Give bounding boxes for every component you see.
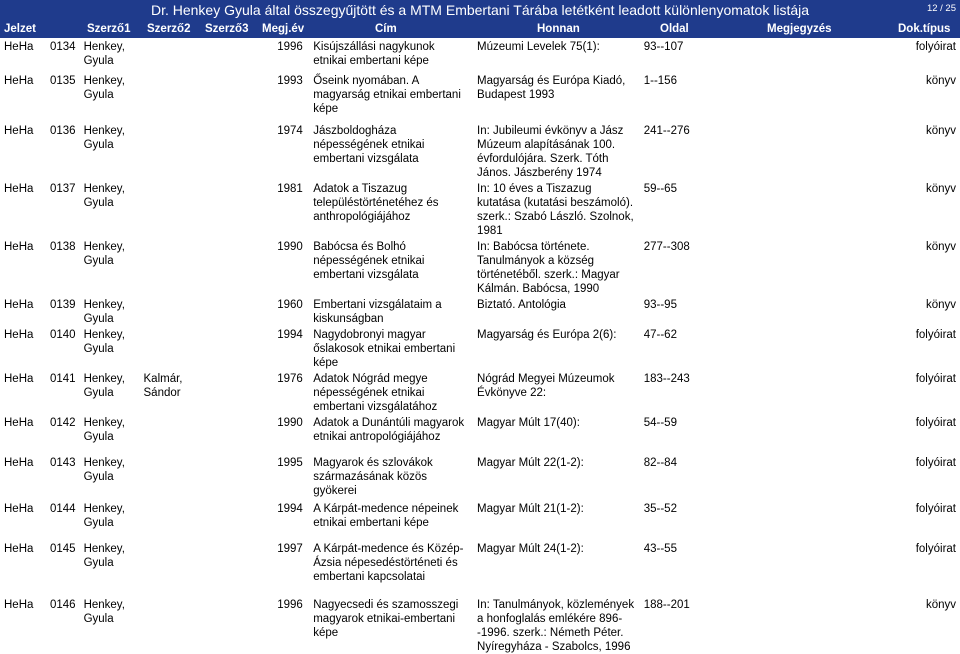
row-source: In: 10 éves a Tiszazug kutatása (kutatási beszámoló). szerk.: Szabó László. Szolnok, 1981 [477,183,634,237]
row-jelzet: HeHa [4,457,34,469]
row-source: Magyar Múlt 17(40): [477,417,580,429]
row-id: 0141 [49,373,76,385]
row-jelzet: HeHa [4,599,34,611]
row-id: 0137 [49,183,76,195]
row-year: 1996 [277,41,303,53]
col-header-pages: Oldal [660,23,689,35]
row-source: Magyarság és Európa 2(6): [477,329,617,341]
col-header-source: Honnan [537,23,580,35]
row-jelzet: HeHa [4,299,34,311]
row-id: 0138 [49,241,76,253]
row-id: 0143 [49,457,76,469]
row-year: 1981 [277,183,303,195]
page-number: 12 / 25 [926,3,956,14]
row-type: folyóirat [915,503,956,515]
row-note [735,326,885,370]
col-header-szerzo2: Szerző2 [147,23,191,35]
row-jelzet: HeHa [4,543,34,555]
row-pages: 35--52 [643,503,677,515]
row-author1: Henkey, Gyula [83,183,125,209]
row-title: Magyarok és szlovákok származásának közös gyökerei [313,457,433,497]
row-type: könyv [925,599,956,611]
row-year: 1996 [277,599,303,611]
row-year: 1993 [277,75,303,87]
row-note [735,454,885,500]
row-author3 [197,414,273,454]
table-row [0,414,960,454]
row-author1: Henkey, Gyula [83,417,125,443]
row-id: 0134 [49,41,76,53]
table-row [0,326,960,370]
col-header-note: Megjegyzés [767,23,832,35]
row-source: In: Babócsa története. Tanulmányok a község történetéből. szerk.: Magyar Kálmán. Babócsa, 1990 [477,241,620,295]
row-author2 [140,238,198,296]
row-type: folyóirat [915,457,956,469]
row-type: könyv [925,75,956,87]
row-id: 0139 [49,299,76,311]
col-header-type: Dok.típus [898,23,951,35]
row-note [735,414,885,454]
row-note [735,180,885,238]
row-title: Nagydobronyi magyar őslakosok etnikai embertani képe [313,329,456,369]
table-row [0,238,960,296]
table-row [0,500,960,540]
table-row [0,370,960,414]
row-jelzet: HeHa [4,373,34,385]
row-author1: Henkey, Gyula [83,599,125,625]
row-source: Múzeumi Levelek 75(1): [477,41,600,53]
row-id: 0140 [49,329,76,341]
row-type: könyv [925,241,956,253]
table-row [0,72,960,122]
row-author1: Henkey, Gyula [83,241,125,267]
row-note [735,296,885,326]
row-author2 [140,596,198,654]
row-source: Magyar Múlt 21(1-2): [477,503,584,515]
row-type: folyóirat [915,417,956,429]
row-type: könyv [925,183,956,195]
row-year: 1974 [277,125,303,137]
col-header-jelzet: Jelzet [4,23,36,35]
col-header-year: Megj.év [262,23,305,35]
row-title: Nagyecsedi és szamosszegi magyarok etnikai-embertani képe [313,599,459,639]
row-pages: 54--59 [643,417,677,429]
row-jelzet: HeHa [4,125,34,137]
row-author3 [197,370,273,414]
row-author3 [197,38,273,72]
row-pages: 93--107 [643,41,684,53]
row-year: 1976 [277,373,303,385]
row-pages: 93--95 [643,299,677,311]
row-jelzet: HeHa [4,241,34,253]
row-author3 [197,596,273,654]
table-row [0,180,960,238]
col-header-szerzo3: Szerző3 [205,23,249,35]
row-author1: Henkey, Gyula [83,125,125,151]
row-author2 [140,122,198,180]
row-title: Jászboldogháza népességének etnikai embertani vizsgálata [313,125,425,165]
row-note [735,500,885,540]
table-row [0,540,960,596]
row-author2 [140,414,198,454]
row-author2 [140,500,198,540]
row-source: In: Tanulmányok, közlemények a honfoglalás emlékére 896--1996. szerk.: Németh Péter. Nyíregyháza - Szabolcs, 1996 [477,599,635,653]
table-row [0,122,960,180]
table-row [0,596,960,654]
row-author1: Henkey, Gyula [83,299,125,325]
table-row [0,38,960,72]
row-id: 0145 [49,543,76,555]
row-author1: Henkey, Gyula [83,503,125,529]
row-author3 [197,238,273,296]
row-source: Magyarság és Európa Kiadó, Budapest 1993 [477,75,626,101]
row-author3 [197,72,273,122]
row-id: 0142 [49,417,76,429]
row-author2 [140,540,198,596]
row-year: 1995 [277,457,303,469]
row-jelzet: HeHa [4,329,34,341]
row-author1: Henkey, Gyula [83,329,125,355]
row-author2 [140,38,198,72]
row-pages: 277--308 [643,241,690,253]
row-author3 [197,122,273,180]
row-jelzet: HeHa [4,183,34,195]
row-pages: 59--65 [643,183,677,195]
row-author1: Henkey, Gyula [83,457,125,483]
row-author1: Henkey, Gyula [83,41,125,67]
table-row [0,296,960,326]
row-author3 [197,296,273,326]
row-pages: 82--84 [643,457,677,469]
table-row [0,454,960,500]
col-header-title: Cím [375,23,397,35]
row-id: 0144 [49,503,76,515]
row-pages: 241--276 [643,125,690,137]
row-year: 1960 [277,299,303,311]
row-source: Magyar Múlt 24(1-2): [477,543,584,555]
row-note [735,122,885,180]
col-header-szerzo1: Szerző1 [87,23,131,35]
row-id: 0135 [49,75,76,87]
row-type: könyv [925,125,956,137]
row-type: könyv [925,299,956,311]
row-id: 0136 [49,125,76,137]
records-table [0,38,960,654]
row-author3 [197,540,273,596]
row-author3 [197,326,273,370]
row-note [735,540,885,596]
row-jelzet: HeHa [4,417,34,429]
row-title: Kisújszállási nagykunok etnikai embertani képe [313,41,435,67]
row-source: Nógrád Megyei Múzeumok Évkönyve 22: [477,373,615,399]
row-author2: Kalmár, Sándor [143,373,183,399]
row-note [735,238,885,296]
row-note [735,596,885,654]
row-title: A Kárpát-medence népeinek etnikai embertani képe [313,503,459,529]
page-header [0,0,960,40]
row-author2 [140,72,198,122]
row-title: A Kárpát-medence és Közép-Ázsia népesedéstörténeti és embertani kapcsolatai [313,543,464,583]
row-source: Biztató. Antológia [477,299,566,311]
row-pages: 183--243 [643,373,690,385]
row-year: 1990 [277,241,303,253]
row-year: 1994 [277,503,303,515]
row-source: In: Jubileumi évkönyv a Jász Múzeum alapításának 100. évfordulójára. Szerk. Tóth János. Jászberény 1974 [477,125,624,179]
row-source: Magyar Múlt 22(1-2): [477,457,584,469]
row-pages: 47--62 [643,329,677,341]
row-title: Adatok a Dunántúli magyarok etnikai antropológiájához [313,417,465,443]
document-title: Dr. Henkey Gyula által összegyűjtött és a MTM Embertani Tárába letétként leadott különlenyomatok listája [150,2,810,18]
row-author2 [140,454,198,500]
row-author1: Henkey, Gyula [83,75,125,101]
row-id: 0146 [49,599,76,611]
row-title: Embertani vizsgálataim a kiskunságban [313,299,442,325]
records-table-body [0,38,960,654]
row-title: Adatok a Tiszazug településtörténetéhez és anthropológiájához [313,183,439,223]
row-type: folyóirat [915,329,956,341]
row-year: 1997 [277,543,303,555]
row-title: Őseink nyomában. A magyarság etnikai embertani képe [313,75,461,115]
row-note [735,38,885,72]
row-author1: Henkey, Gyula [83,543,125,569]
row-jelzet: HeHa [4,503,34,515]
row-title: Babócsa és Bolhó népességének etnikai embertani vizsgálata [313,241,425,281]
row-title: Adatok Nógrád megye népességének etnikai embertani vizsgálatához [313,373,438,413]
row-note [735,72,885,122]
row-pages: 43--55 [643,543,677,555]
row-type: folyóirat [915,373,956,385]
row-author3 [197,180,273,238]
row-year: 1994 [277,329,303,341]
row-jelzet: HeHa [4,75,34,87]
row-note [735,370,885,414]
row-author2 [140,326,198,370]
row-pages: 1--156 [643,75,677,87]
row-author1: Henkey, Gyula [83,373,125,399]
row-type: folyóirat [915,543,956,555]
row-author2 [140,180,198,238]
row-author3 [197,454,273,500]
row-jelzet: HeHa [4,41,34,53]
row-author3 [197,500,273,540]
row-author2 [140,296,198,326]
row-year: 1990 [277,417,303,429]
row-type: folyóirat [915,41,956,53]
row-pages: 188--201 [643,599,690,611]
